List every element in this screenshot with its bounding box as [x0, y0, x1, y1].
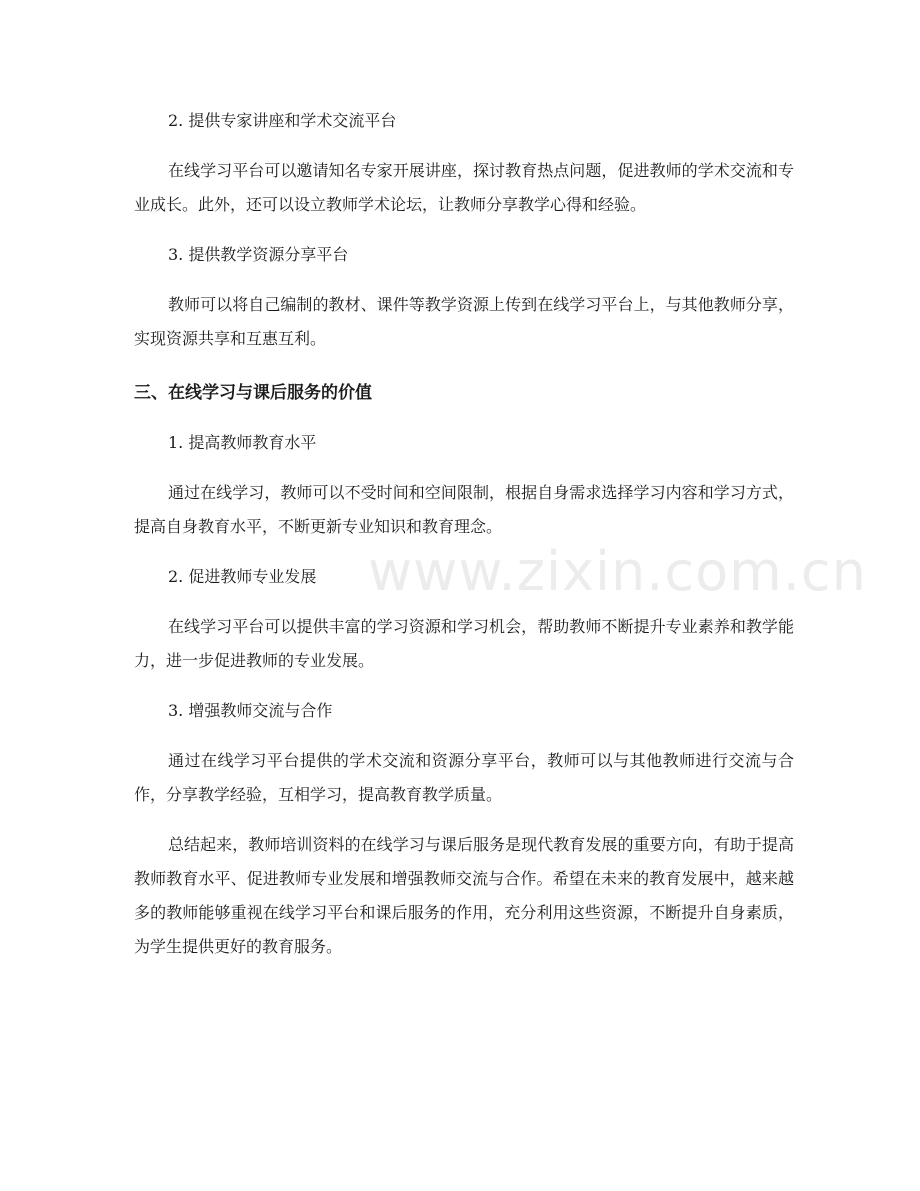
value2-title: 2. 促进教师专业发展 [168, 567, 317, 586]
item3-title: 3. 提供教学资源分享平台 [168, 245, 349, 264]
watermark-text: www.zixin.com.cn [368, 540, 867, 603]
value1-title: 1. 提高教师教育水平 [168, 433, 317, 452]
value1-body: 通过在线学习，教师可以不受时间和空间限制，根据自身需求选择学习内容和学习方式，提高自身教育水平，不断更新专业知识和教育理念。 [134, 483, 794, 536]
section3-heading: 三、在线学习与课后服务的价值 [134, 383, 372, 403]
item2-body: 在线学习平台可以邀请知名专家开展讲座，探讨教育热点问题，促进教师的学术交流和专业成长。此外，还可以设立教师学术论坛，让教师分享教学心得和经验。 [134, 161, 794, 214]
value3-title: 3. 增强教师交流与合作 [168, 701, 333, 720]
item2-title: 2. 提供专家讲座和学术交流平台 [168, 111, 397, 130]
document-content [134, 104, 794, 964]
value3-body: 通过在线学习平台提供的学术交流和资源分享平台，教师可以与其他教师进行交流与合作，分享教学经验，互相学习，提高教育教学质量。 [134, 751, 794, 804]
value2-body: 在线学习平台可以提供丰富的学习资源和学习机会，帮助教师不断提升专业素养和教学能力，进一步促进教师的专业发展。 [134, 617, 794, 670]
conclusion-paragraph: 总结起来，教师培训资料的在线学习与课后服务是现代教育发展的重要方向，有助于提高教师教育水平、促进教师专业发展和增强教师交流与合作。希望在未来的教育发展中，越来越多的教师能够重视在线学习平台和课后服务的作用，充分利用这些资源，不断提升自身素质，为学生提供更好的教育服务。 [134, 835, 794, 956]
item3-body: 教师可以将自己编制的教材、课件等教学资源上传到在线学习平台上，与其他教师分享，实现资源共享和互惠互利。 [134, 295, 794, 348]
